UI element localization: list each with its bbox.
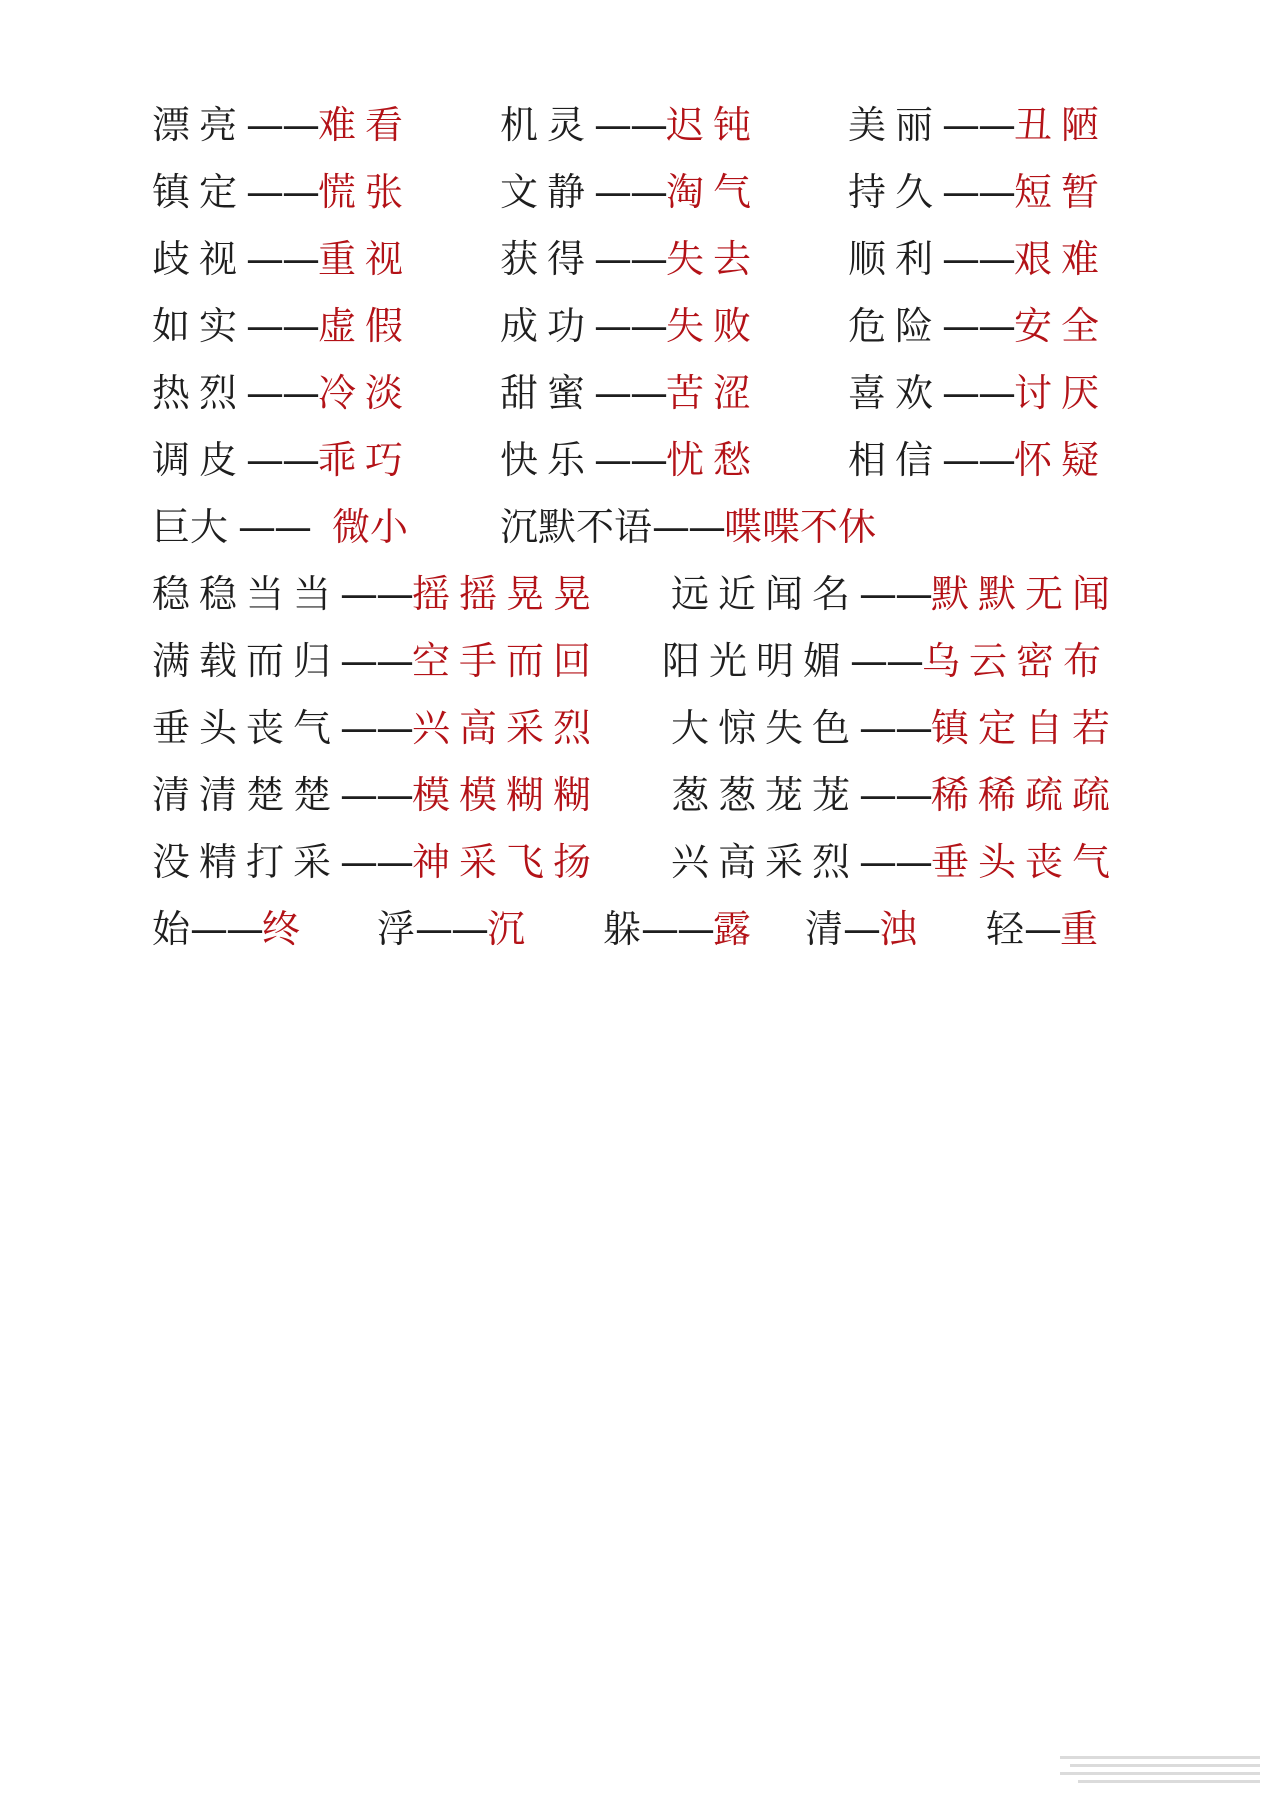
antonym: 乖巧	[318, 438, 413, 482]
dash: ——	[594, 103, 667, 147]
dash: ——	[859, 706, 932, 750]
watermark-graphic	[1060, 1752, 1260, 1792]
antonym-pair	[805, 904, 917, 954]
antonym: 虚假	[318, 304, 413, 348]
antonym-row	[0, 100, 1280, 150]
antonym: 丑陋	[1014, 103, 1109, 147]
antonym: 讨厌	[1014, 371, 1109, 415]
antonym: 垂头丧气	[931, 840, 1120, 884]
dash: ——	[594, 237, 667, 281]
dash: ——	[246, 237, 319, 281]
antonym: 迟钝	[666, 103, 761, 147]
antonym-pair	[671, 703, 1119, 753]
antonym: 默默无闻	[931, 572, 1120, 616]
dash: ——	[340, 706, 413, 750]
antonym: 淘气	[666, 170, 761, 214]
word: 远近闻名	[671, 572, 860, 616]
dash: ——	[246, 371, 319, 415]
antonym-pair	[848, 435, 1108, 485]
dash: ——	[246, 103, 319, 147]
antonym-pair	[152, 703, 600, 753]
dash: ——	[594, 170, 667, 214]
antonym: 空手而回	[412, 639, 601, 683]
word: 轻	[986, 907, 1025, 951]
antonym: 乌云密布	[922, 639, 1111, 683]
antonym: 终	[262, 907, 301, 951]
antonym-pair	[671, 837, 1119, 887]
antonym-row	[0, 837, 1280, 887]
antonym-pair	[500, 435, 760, 485]
word: 快乐	[500, 438, 595, 482]
antonym: 失去	[666, 237, 761, 281]
antonym-pair	[848, 167, 1108, 217]
word: 满载而归	[152, 639, 341, 683]
antonym-pair	[152, 301, 412, 351]
antonym: 稀稀疏疏	[931, 773, 1120, 817]
antonym-row	[0, 904, 1280, 954]
word: 如实	[152, 304, 247, 348]
dash: ——	[942, 103, 1015, 147]
antonym-pair	[500, 502, 876, 552]
antonym-pair	[152, 636, 600, 686]
dash: ——	[942, 170, 1015, 214]
antonym: 失败	[666, 304, 761, 348]
antonym-row	[0, 636, 1280, 686]
word: 顺利	[848, 237, 943, 281]
word: 浮	[377, 907, 416, 951]
antonym-row	[0, 703, 1280, 753]
word: 美丽	[848, 103, 943, 147]
antonym-pair	[152, 234, 412, 284]
dash: ——	[859, 840, 932, 884]
antonym: 艰难	[1014, 237, 1109, 281]
dash: ——	[594, 438, 667, 482]
antonym-pair	[671, 569, 1119, 619]
antonym-row	[0, 569, 1280, 619]
word: 清	[805, 907, 844, 951]
antonym: 重视	[318, 237, 413, 281]
antonym-pair	[377, 904, 525, 954]
antonym-pair	[848, 368, 1108, 418]
antonym: 露	[713, 907, 752, 951]
antonym: 兴高采烈	[412, 706, 601, 750]
word: 甜蜜	[500, 371, 595, 415]
dash: ——	[859, 773, 932, 817]
antonym-pair	[603, 904, 751, 954]
word: 获得	[500, 237, 595, 281]
dash: ——	[246, 438, 319, 482]
word: 阳光明媚	[662, 639, 851, 683]
antonym-pair	[848, 301, 1108, 351]
dash: ——	[246, 170, 319, 214]
dash: ——	[859, 572, 932, 616]
antonym-pair	[848, 100, 1108, 150]
word: 文静	[500, 170, 595, 214]
word: 兴高采烈	[671, 840, 860, 884]
antonym-pair	[500, 100, 760, 150]
antonym-pair	[848, 234, 1108, 284]
antonym-pair	[662, 636, 1110, 686]
dash: ——	[340, 773, 413, 817]
antonym-pair	[671, 770, 1119, 820]
word: 机灵	[500, 103, 595, 147]
antonym-pair	[152, 502, 408, 552]
dash: —	[843, 907, 880, 951]
antonym: 慌张	[318, 170, 413, 214]
antonym-pair	[152, 569, 600, 619]
antonym: 微小	[332, 505, 409, 549]
antonym-row	[0, 502, 1280, 552]
antonym: 难看	[318, 103, 413, 147]
word: 始	[152, 907, 191, 951]
antonym-pair	[152, 837, 600, 887]
word: 大惊失色	[671, 706, 860, 750]
antonym-pair	[500, 234, 760, 284]
word: 躲	[603, 907, 642, 951]
dash: ——	[942, 371, 1015, 415]
antonym-row	[0, 234, 1280, 284]
dash: ——	[238, 505, 311, 549]
dash: ——	[340, 572, 413, 616]
dash: ——	[641, 907, 714, 951]
dash: ——	[942, 304, 1015, 348]
word: 成功	[500, 304, 595, 348]
antonym: 安全	[1014, 304, 1109, 348]
word: 相信	[848, 438, 943, 482]
dash: ——	[594, 371, 667, 415]
dash: ——	[652, 505, 725, 549]
antonym: 镇定自若	[931, 706, 1120, 750]
antonym: 浊	[879, 907, 918, 951]
dash: ——	[942, 438, 1015, 482]
antonym-pair	[152, 100, 412, 150]
antonym-pair	[500, 167, 760, 217]
dash: ——	[850, 639, 923, 683]
antonym-row	[0, 301, 1280, 351]
word: 镇定	[152, 170, 247, 214]
word: 垂头丧气	[152, 706, 341, 750]
antonym-row	[0, 368, 1280, 418]
antonym-pair	[500, 301, 760, 351]
word: 沉默不语	[500, 505, 653, 549]
antonym: 短暂	[1014, 170, 1109, 214]
antonym: 苦涩	[666, 371, 761, 415]
antonym-pair	[152, 435, 412, 485]
dash: ——	[340, 639, 413, 683]
word: 调皮	[152, 438, 247, 482]
word: 漂亮	[152, 103, 247, 147]
word: 巨大	[152, 505, 229, 549]
antonym-row	[0, 770, 1280, 820]
antonym: 冷淡	[318, 371, 413, 415]
dash: ——	[246, 304, 319, 348]
antonym: 模模糊糊	[412, 773, 601, 817]
antonym: 重	[1060, 907, 1099, 951]
antonym: 怀疑	[1014, 438, 1109, 482]
word: 喜欢	[848, 371, 943, 415]
antonym-pair	[986, 904, 1098, 954]
antonym-row	[0, 167, 1280, 217]
antonym: 神采飞扬	[412, 840, 601, 884]
word: 危险	[848, 304, 943, 348]
word: 热烈	[152, 371, 247, 415]
antonym-pair	[152, 167, 412, 217]
antonym: 摇摇晃晃	[412, 572, 601, 616]
word: 没精打采	[152, 840, 341, 884]
antonym: 忧愁	[666, 438, 761, 482]
dash: ——	[190, 907, 263, 951]
dash: —	[1024, 907, 1061, 951]
word: 持久	[848, 170, 943, 214]
dash: ——	[340, 840, 413, 884]
word: 清清楚楚	[152, 773, 341, 817]
antonym-pair	[152, 904, 300, 954]
antonym-row	[0, 435, 1280, 485]
dash: ——	[594, 304, 667, 348]
antonym-pair	[500, 368, 760, 418]
word: 葱葱茏茏	[671, 773, 860, 817]
word: 歧视	[152, 237, 247, 281]
antonym: 沉	[487, 907, 526, 951]
word: 稳稳当当	[152, 572, 341, 616]
dash: ——	[415, 907, 488, 951]
antonym-pair	[152, 368, 412, 418]
antonym-pair	[152, 770, 600, 820]
dash: ——	[942, 237, 1015, 281]
antonym: 喋喋不休	[724, 505, 877, 549]
